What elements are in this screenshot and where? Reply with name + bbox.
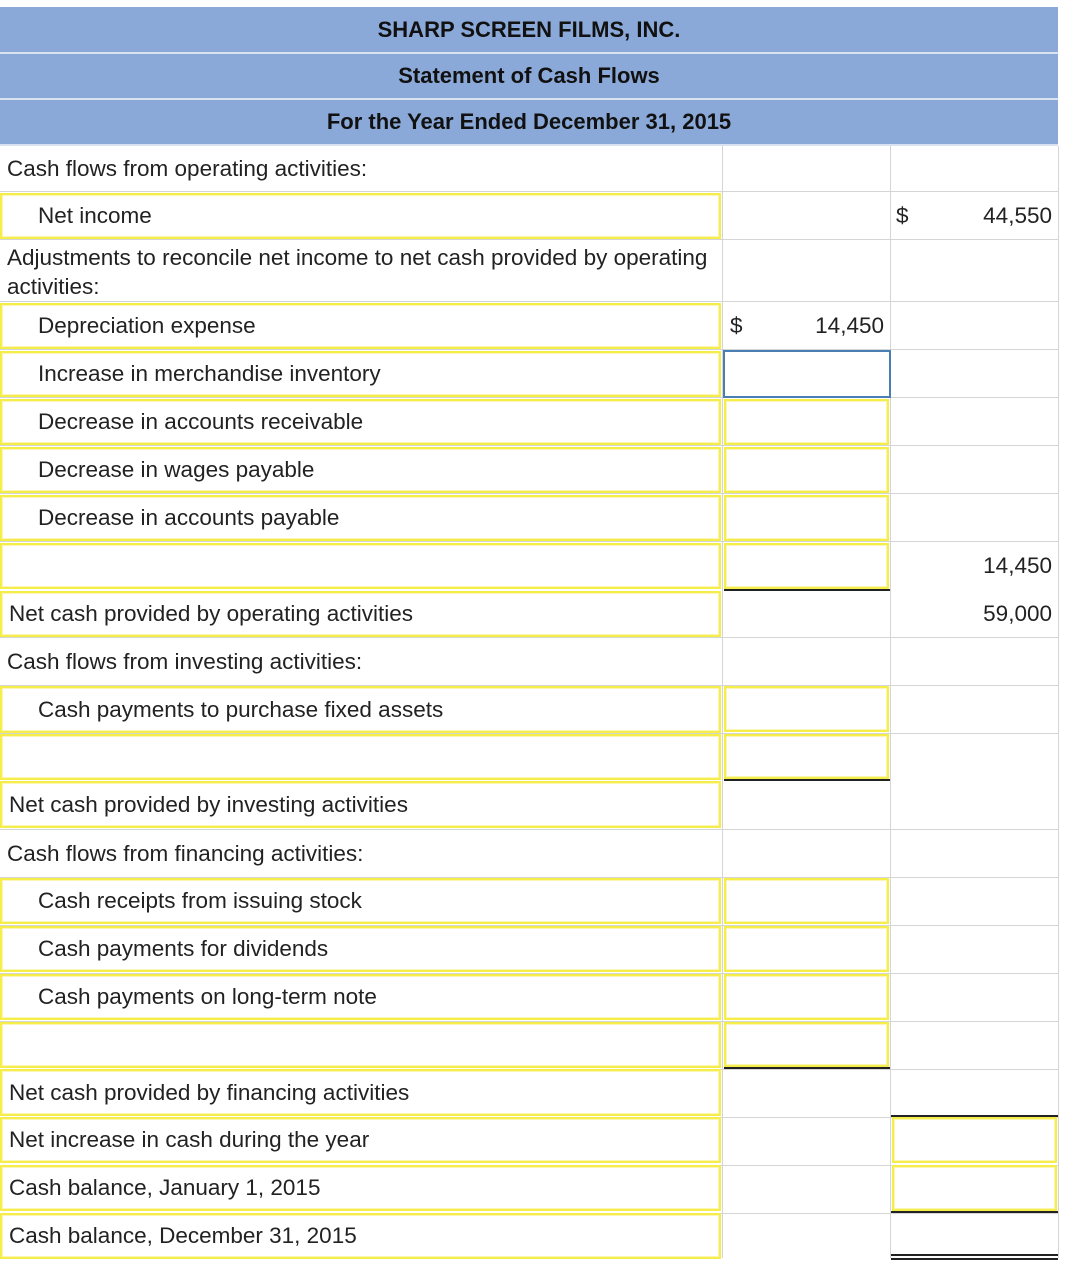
financing-extra-amount-input[interactable] (724, 1022, 889, 1067)
fixed-assets-text: Cash payments to purchase fixed assets (38, 696, 444, 722)
column-divider (890, 146, 891, 1258)
inventory-text: Increase in merchandise inventory (38, 361, 381, 386)
investing-heading: Cash flows from investing activities: (7, 648, 363, 674)
financing-extra-label-input[interactable] (0, 1022, 721, 1068)
dividends-text: Cash payments for dividends (38, 936, 329, 961)
net-income-currency: $ (896, 203, 909, 228)
total-adjustments-amount: 14,450 (983, 553, 1052, 578)
total-adjustments-mid-input[interactable] (724, 543, 889, 589)
operating-heading: Cash flows from operating activities: (7, 155, 368, 181)
payable-text: Decrease in accounts payable (38, 505, 340, 530)
period-title: For the Year Ended December 31, 2015 (0, 100, 1058, 146)
issue-stock-text: Cash receipts from issuing stock (38, 888, 362, 913)
total-adjustments-label-input[interactable] (0, 543, 721, 589)
statement-title: Statement of Cash Flows (0, 54, 1058, 100)
net-income-amount: 44,550 (983, 203, 1052, 228)
wages-amount-input[interactable] (724, 447, 889, 493)
long-term-note-text: Cash payments on long-term note (38, 984, 377, 1009)
net-operating-amount: 59,000 (983, 601, 1052, 626)
investing-extra-label-input[interactable] (0, 734, 721, 780)
balance-jan-amount-input[interactable] (892, 1165, 1057, 1211)
balance-jan-text: Cash balance, January 1, 2015 (9, 1175, 321, 1200)
financing-underline (724, 1067, 890, 1069)
row-divider (0, 493, 1058, 494)
receivable-text: Decrease in accounts receivable (38, 409, 364, 434)
row-divider (0, 397, 1058, 398)
wages-label[interactable] (0, 447, 721, 493)
depreciation-label[interactable] (0, 303, 721, 349)
long-term-note-label[interactable] (0, 974, 721, 1020)
fixed-assets-label[interactable] (0, 686, 721, 733)
net-increase-text: Net increase in cash during the year (9, 1127, 370, 1152)
receivable-label[interactable] (0, 399, 721, 445)
double-underline-bottom (891, 1258, 1058, 1260)
double-underline-top (891, 1254, 1058, 1256)
investing-extra-amount-input[interactable] (724, 734, 889, 779)
row-divider (0, 349, 1058, 350)
depreciation-currency: $ (730, 313, 743, 338)
investing-underline (724, 779, 890, 781)
depreciation-amount: 14,450 (815, 313, 884, 338)
net-income-label[interactable] (0, 193, 721, 239)
subtotal-underline (724, 589, 890, 591)
inventory-amount-input[interactable] (723, 350, 891, 398)
net-operating-label[interactable] (0, 591, 721, 637)
net-investing-text: Net cash provided by investing activities (9, 791, 408, 817)
depreciation-text: Depreciation expense (38, 313, 256, 338)
payable-amount-input[interactable] (724, 495, 889, 541)
row-divider (0, 541, 1058, 542)
column-divider (1058, 146, 1059, 1258)
net-operating-text: Net cash provided by operating activities (9, 601, 413, 626)
balance-underline (891, 1211, 1058, 1213)
net-investing-label[interactable] (0, 781, 721, 828)
row-divider (0, 301, 1058, 302)
net-increase-amount-input[interactable] (892, 1117, 1057, 1163)
inventory-label[interactable] (0, 351, 721, 397)
receivable-amount-input[interactable] (724, 399, 889, 445)
dividends-amount-input[interactable] (724, 926, 889, 972)
company-title: SHARP SCREEN FILMS, INC. (0, 7, 1058, 54)
dividends-label[interactable] (0, 926, 721, 972)
net-income-text: Net income (38, 203, 152, 228)
fixed-assets-amount-input[interactable] (724, 686, 889, 732)
net-financing-label[interactable] (0, 1069, 721, 1116)
long-term-note-amount-input[interactable] (724, 974, 889, 1020)
balance-dec-text: Cash balance, December 31, 2015 (9, 1223, 357, 1248)
row-divider (0, 445, 1058, 446)
wages-text: Decrease in wages payable (38, 457, 315, 482)
row-divider (0, 191, 1058, 192)
net-financing-text: Net cash provided by financing activities (9, 1079, 410, 1105)
column-divider (722, 146, 723, 1258)
financing-heading: Cash flows from financing activities: (7, 840, 364, 866)
payable-label[interactable] (0, 495, 721, 541)
balance-dec-label[interactable] (0, 1213, 721, 1259)
issue-stock-label[interactable] (0, 878, 721, 924)
net-increase-label[interactable] (0, 1117, 721, 1163)
issue-stock-amount-input[interactable] (724, 878, 889, 924)
balance-jan-label[interactable] (0, 1165, 721, 1211)
adjustments-heading: Adjustments to reconcile net income to net cash provided by operating activities: (7, 245, 708, 299)
